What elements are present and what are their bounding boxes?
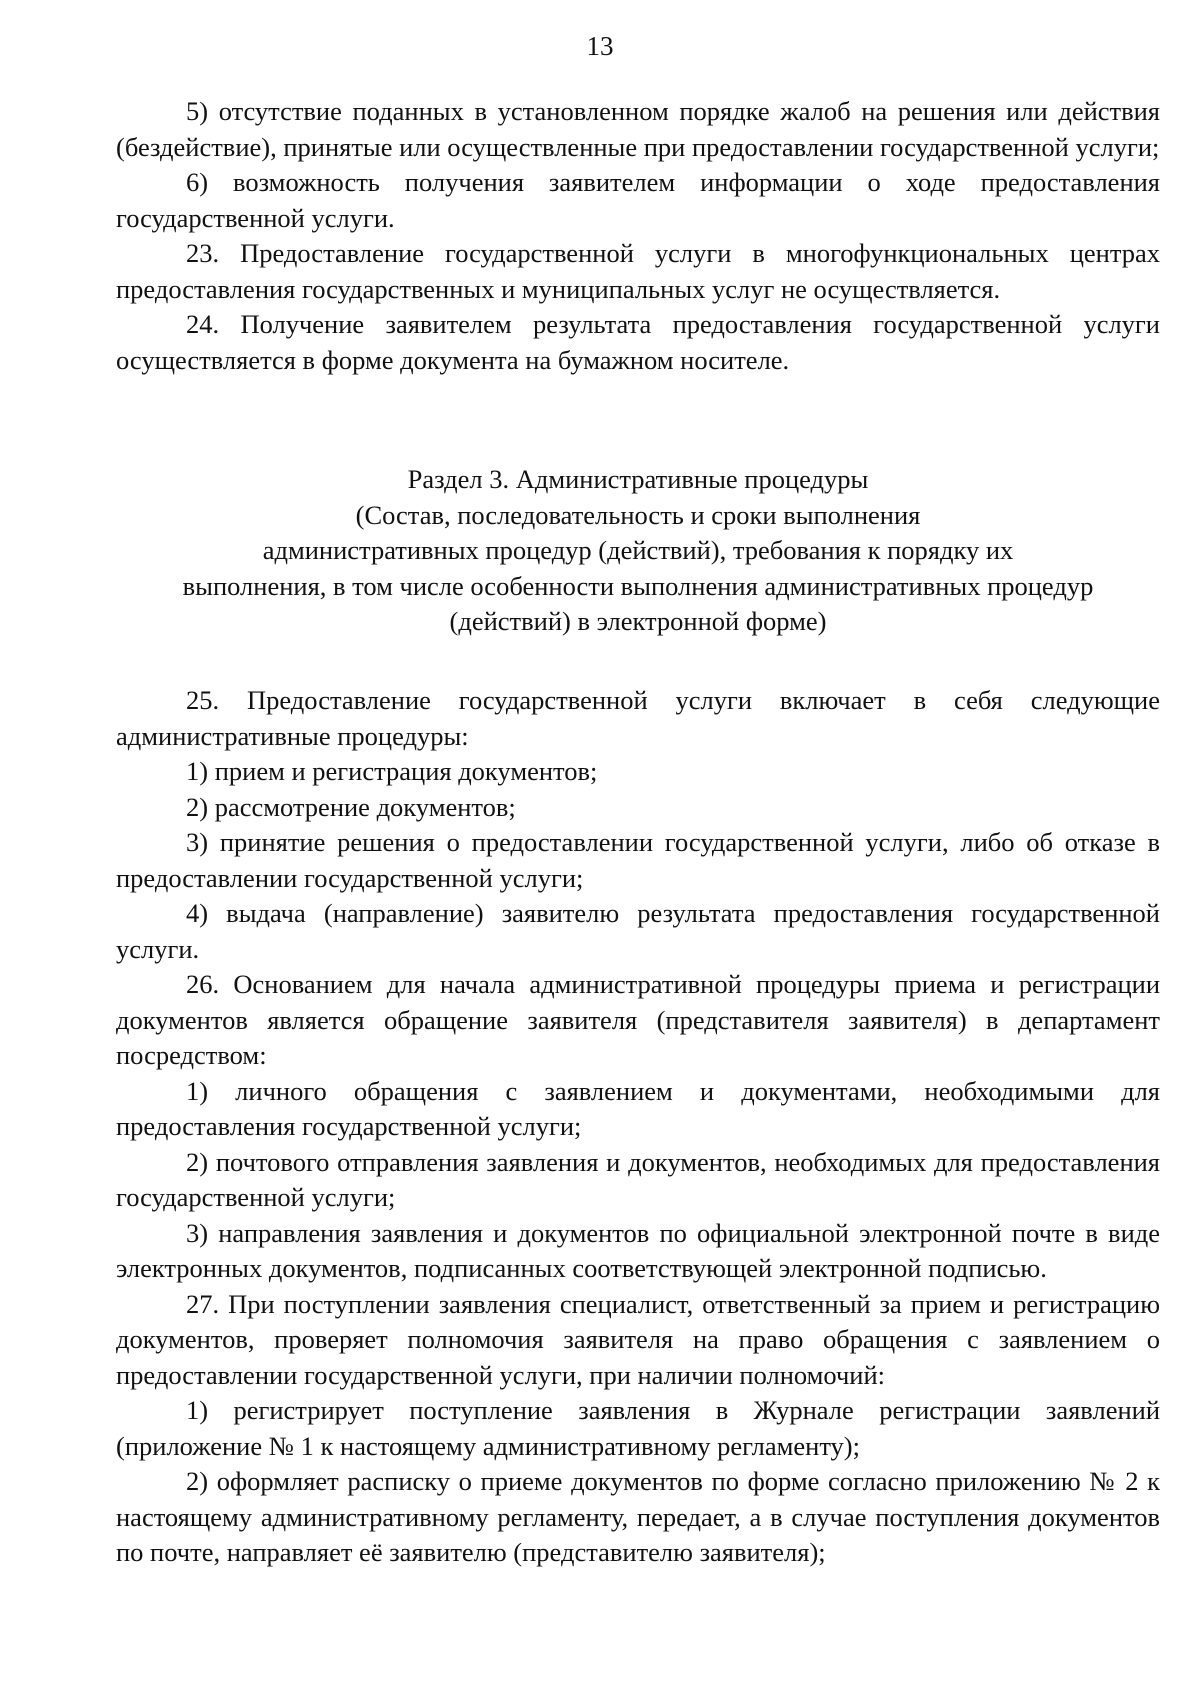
list-item: 3) принятие решения о предоставлении государственной услуги, либо об отказе в предоставлении государственной услуги;: [116, 827, 1160, 893]
list-item: 4) выдача (направление) заявителю результата предоставления государственной услуги.: [116, 898, 1160, 964]
paragraph-27: 27. При поступлении заявления специалист, ответственный за прием и регистрацию документов, проверяет полномочия заявителя на право обращения с заявлением о предоставлении государственной услуги, при наличии полномочий:: [116, 1288, 1160, 1390]
list-item: 2) оформляет расписку о приеме документов по форме согласно приложению № 2 к настоящему административному регламенту, передает, а в случае поступления документов по почте, направляет её заявителю (представителю заявителя);: [116, 1466, 1160, 1567]
list-item: 1) личного обращения с заявлением и документами, необходимыми для предоставления государственной услуги;: [116, 1075, 1160, 1141]
paragraph-23: 23. Предоставление государственной услуги в многофункциональных центрах предоставления государственных и муниципальных услуг не осуществляется.: [116, 238, 1160, 304]
section-subtitle-line: выполнения, в том числе особенности выполнения административных процедур: [182, 570, 1094, 601]
paragraph-item-5: 5) отсутствие поданных в установленном порядке жалоб на решения или действия (бездействие), принятые или осуществленные при предоставлении государственной услуги;: [116, 96, 1160, 162]
section-subtitle-line: (Состав, последовательность и сроки выполнения: [355, 499, 921, 530]
list-item: 2) почтового отправления заявления и документов, необходимых для предоставления государственной услуги;: [116, 1146, 1160, 1212]
section-subtitle-line: административных процедур (действий), требования к порядку их: [262, 535, 1014, 565]
top-text-block: [116, 94, 1160, 378]
paragraph-25: 25. Предоставление государственной услуги включает в себя следующие административные процедуры:: [116, 685, 1160, 751]
page-number: 13: [586, 31, 614, 61]
paragraph-26: 26. Основанием для начала административной процедуры приема и регистрации документов является обращение заявителя (представителя заявителя) в департамент посредством:: [116, 969, 1160, 1070]
list-item: 2) рассмотрение документов;: [186, 791, 516, 822]
list-item: 3) направления заявления и документов по официальной электронной почте в виде электронных документов, подписанных соответствующей электронной подписью.: [116, 1217, 1160, 1283]
list-item: 1) регистрирует поступление заявления в Журнале регистрации заявлений (приложение № 1 к настоящему административному регламенту);: [116, 1395, 1160, 1461]
paragraph-24: 24. Получение заявителем результата предоставления государственной услуги осуществляется в форме документа на бумажном носителе.: [116, 309, 1160, 375]
section-title: Раздел 3. Административные процедуры: [407, 464, 869, 494]
paragraph-item-6: 6) возможность получения заявителем информации о ходе предоставления государственной услуги.: [116, 167, 1160, 233]
section-subtitle-line: (действий) в электронной форме): [449, 606, 827, 636]
section-heading: [116, 462, 1160, 640]
list-item: 1) прием и регистрация документов;: [186, 756, 598, 786]
bottom-text-block: [116, 683, 1160, 1571]
